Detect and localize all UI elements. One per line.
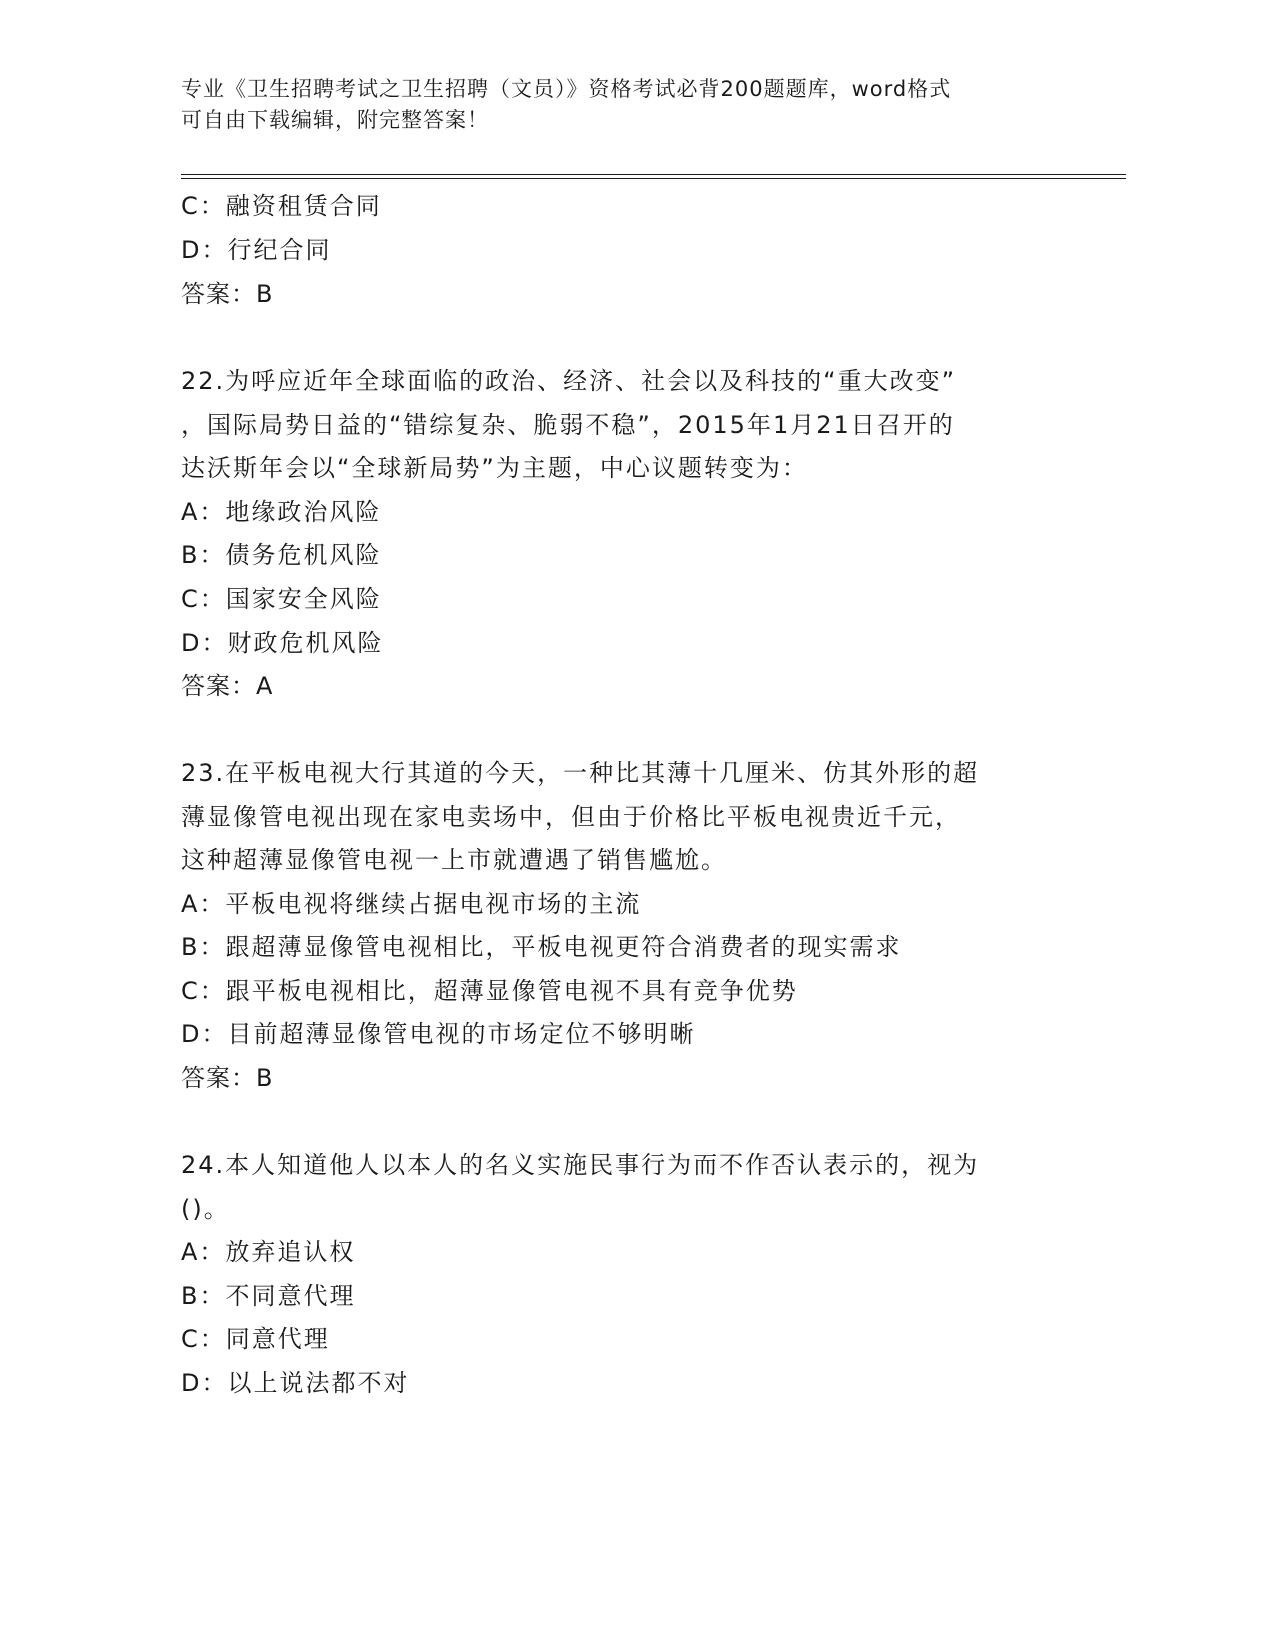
q24-text-line-1: 24.本人知道他人以本人的名义实施民事行为而不作否认表示的，视为: [181, 1151, 980, 1179]
q22-option-d: D：财政危机风险: [181, 629, 384, 657]
q21-option-c: C：融资租赁合同: [181, 192, 382, 220]
q22-option-b: B：债务危机风险: [181, 541, 382, 569]
q23-text-line-3: 这种超薄显像管电视一上市就遭遇了销售尴尬。: [181, 846, 727, 874]
header-title-line-2: 可自由下载编辑，附完整答案！: [181, 108, 489, 132]
q22-text-line-2: ，国际局势日益的“错综复杂、脆弱不稳”，2015年1月21日召开的: [181, 411, 955, 439]
q22-text-line-1: 22.为呼应近年全球面临的政治、经济、社会以及科技的“重大改变”: [181, 367, 957, 395]
q21-answer: 答案：B: [181, 280, 274, 308]
page-header: [181, 74, 1061, 136]
q23-answer: 答案：B: [181, 1064, 274, 1092]
q24-option-c: C：同意代理: [181, 1325, 330, 1353]
q23-option-a: A：平板电视将继续占据电视市场的主流: [181, 890, 642, 918]
q22-option-c: C：国家安全风险: [181, 585, 382, 613]
q24-option-d: D：以上说法都不对: [181, 1369, 410, 1397]
q23-text-line-2: 薄显像管电视出现在家电卖场中，但由于价格比平板电视贵近千元，: [181, 803, 961, 831]
q23-option-d: D：目前超薄显像管电视的市场定位不够明晰: [181, 1020, 696, 1048]
q23-option-c: C：跟平板电视相比，超薄显像管电视不具有竞争优势: [181, 977, 798, 1005]
q24-option-b: B：不同意代理: [181, 1282, 356, 1310]
q22-option-a: A：地缘政治风险: [181, 498, 382, 526]
q24-text-line-2: ()。: [181, 1195, 230, 1223]
q22-text-line-3: 达沃斯年会以“全球新局势”为主题，中心议题转变为：: [181, 454, 808, 482]
q22-answer: 答案：A: [181, 672, 274, 700]
q23-option-b: B：跟超薄显像管电视相比，平板电视更符合消费者的现实需求: [181, 933, 902, 961]
q21-option-d: D：行纪合同: [181, 236, 332, 264]
header-title-line-1: 专业《卫生招聘考试之卫生招聘（文员）》资格考试必背200题题库，word格式: [181, 77, 952, 101]
q23-text-line-1: 23.在平板电视大行其道的今天，一种比其薄十几厘米、仿其外形的超: [181, 759, 980, 787]
q24-option-a: A：放弃追认权: [181, 1238, 356, 1266]
header-divider: [181, 174, 1126, 179]
